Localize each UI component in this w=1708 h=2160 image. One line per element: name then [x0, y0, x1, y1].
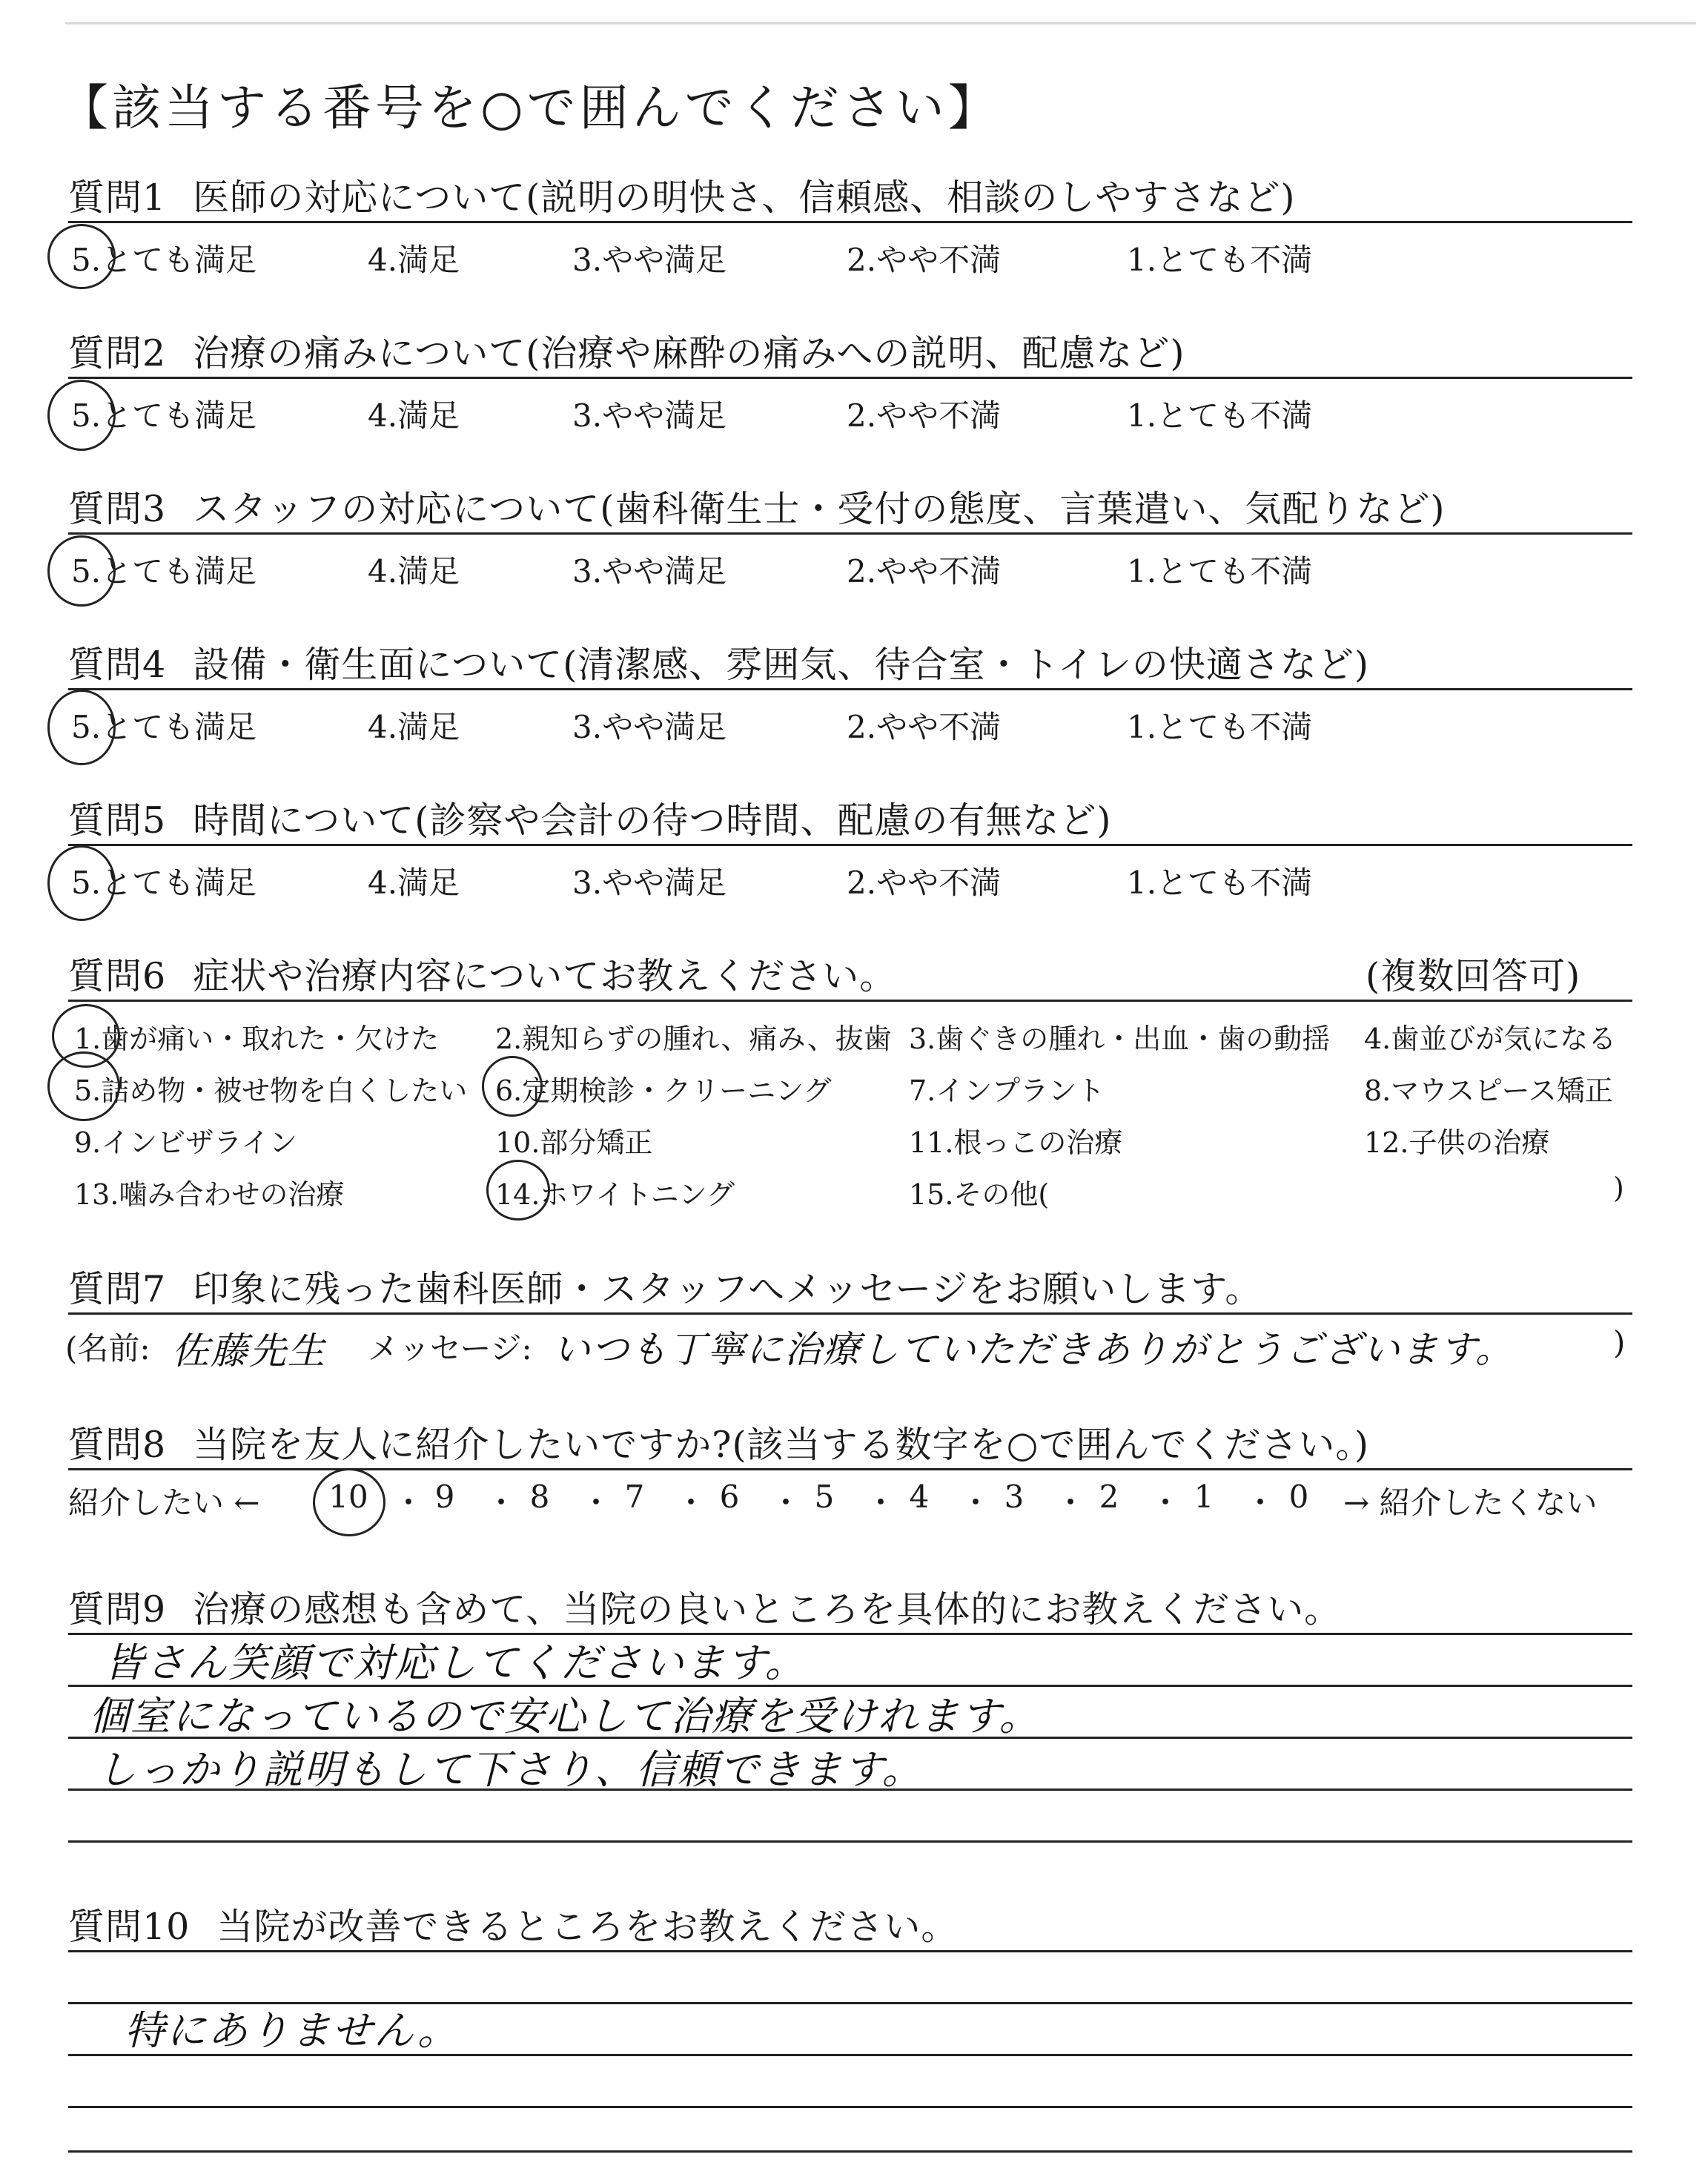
scale-10[interactable]: 10 — [328, 1479, 368, 1515]
q2-option-2[interactable]: 2.やや不満 — [847, 397, 1002, 434]
question-8-heading — [68, 1416, 1369, 1468]
scale-separator: ・ — [865, 1484, 897, 1521]
answer-line — [68, 2106, 1632, 2108]
question-number: 質問2 — [68, 332, 167, 374]
q6-option-9[interactable]: 9.インビザライン — [74, 1126, 298, 1159]
question-3-heading — [68, 480, 1445, 532]
scale-1[interactable]: 1 — [1194, 1479, 1214, 1515]
scale-2[interactable]: 2 — [1099, 1479, 1119, 1515]
scale-9[interactable]: 9 — [434, 1479, 455, 1515]
selection-circle — [47, 690, 116, 765]
message-handwritten: いつも丁寧に治療していただきありがとうございます。 — [553, 1328, 1514, 1371]
top-divider — [65, 22, 1696, 24]
scale-separator: ・ — [1245, 1484, 1277, 1521]
selection-circle — [47, 380, 116, 451]
q5-option-5[interactable]: 5.とても満足 — [71, 865, 257, 901]
q1-option-5[interactable]: 5.とても満足 — [71, 242, 257, 278]
q2-option-1[interactable]: 1.とても不満 — [1127, 397, 1313, 434]
selection-circle — [47, 845, 116, 921]
q1-option-2[interactable]: 2.やや不満 — [847, 242, 1002, 278]
selection-circle — [47, 535, 116, 607]
divider — [68, 377, 1632, 379]
question-number: 質問1 — [68, 176, 167, 219]
question-5-heading — [68, 792, 1111, 844]
question-2-heading — [68, 325, 1185, 377]
selection-circle — [47, 1051, 120, 1121]
scale-0[interactable]: 0 — [1288, 1479, 1309, 1515]
q6-option-5[interactable]: 5.詰め物・被せ物を白くしたい — [74, 1074, 468, 1107]
q9-answer-line-2: 個室になっているので安心して治療を受けれます。 — [89, 1693, 1041, 1740]
q9-answer-line-3: しっかり説明もして下さり、信頼できます。 — [96, 1746, 924, 1793]
answer-line — [68, 1950, 1632, 1952]
q1-option-3[interactable]: 3.やや満足 — [572, 242, 727, 278]
scale-3[interactable]: 3 — [1004, 1479, 1025, 1515]
q2-option-3[interactable]: 3.やや満足 — [572, 397, 727, 434]
selection-circle — [486, 1160, 550, 1221]
answer-line — [68, 1840, 1632, 1843]
question-number: 質問9 — [68, 1588, 167, 1631]
question-text: 治療の痛みについて(治療や麻酔の痛みへの説明、配慮など) — [193, 332, 1185, 374]
question-text: 設備・衛生面について(清潔感、雰囲気、待合室・トイレの快適さなど) — [193, 644, 1369, 686]
question-text: 症状や治療内容についてお教えください。 — [193, 955, 897, 997]
divider — [68, 221, 1632, 223]
question-7-heading — [68, 1261, 1262, 1312]
q3-option-2[interactable]: 2.やや不満 — [847, 553, 1002, 589]
q6-option-14[interactable]: 14.ホワイトニング — [495, 1178, 735, 1211]
divider — [68, 688, 1632, 690]
scale-6[interactable]: 6 — [719, 1479, 740, 1515]
form-title: 【該当する番号を○で囲んでください】 — [59, 79, 1001, 136]
q3-option-1[interactable]: 1.とても不満 — [1127, 553, 1313, 589]
selection-circle — [47, 224, 116, 289]
multiple-answer-note: (複数回答可) — [1366, 955, 1581, 997]
question-text: 治療の感想も含めて、当院の良いところを具体的にお教えください。 — [193, 1588, 1342, 1631]
q1-option-1[interactable]: 1.とても不満 — [1127, 242, 1313, 278]
selection-circle — [313, 1468, 385, 1536]
q6-option-15[interactable]: 15.その他( — [909, 1178, 1050, 1211]
divider — [68, 844, 1632, 846]
question-4-heading — [68, 636, 1369, 688]
divider — [68, 1312, 1632, 1315]
q6-option-13[interactable]: 13.噛み合わせの治療 — [74, 1178, 345, 1211]
recommend-left-label: 紹介したい ← — [68, 1484, 260, 1521]
q6-option-12[interactable]: 12.子供の治療 — [1364, 1126, 1550, 1159]
selection-circle — [482, 1056, 543, 1117]
name-handwritten: 佐藤先生 — [172, 1330, 326, 1373]
q6-option-2[interactable]: 2.親知らずの腫れ、痛み、抜歯 — [495, 1023, 892, 1055]
q3-option-4[interactable]: 4.満足 — [368, 553, 460, 589]
question-text: 当院が改善できるところをお教えください。 — [216, 1906, 959, 1948]
message-close-paren: ) — [1613, 1324, 1626, 1361]
scale-separator: ・ — [1150, 1484, 1182, 1521]
q6-option-1[interactable]: 1.歯が痛い・取れた・欠けた — [74, 1023, 440, 1055]
q5-option-2[interactable]: 2.やや不満 — [847, 865, 1002, 901]
scale-separator: ・ — [960, 1484, 992, 1521]
q5-option-1[interactable]: 1.とても不満 — [1127, 865, 1313, 901]
question-number: 質問8 — [68, 1424, 167, 1466]
answer-line — [68, 2150, 1632, 2153]
q10-answer-line-1: 特にありません。 — [125, 2007, 460, 2054]
question-text: 医師の対応について(説明の明快さ、信頼感、相談のしやすさなど) — [193, 176, 1296, 219]
scale-8[interactable]: 8 — [529, 1479, 550, 1515]
scale-separator: ・ — [675, 1484, 707, 1521]
question-number: 質問4 — [68, 644, 167, 686]
q9-answer-line-1: 皆さん笑顔で対応してくださいます。 — [104, 1639, 807, 1686]
divider — [68, 532, 1632, 535]
question-text: スタッフの対応について(歯科衛生士・受付の態度、言葉遣い、気配りなど) — [193, 488, 1446, 530]
q2-option-5[interactable]: 5.とても満足 — [71, 397, 257, 434]
q6-option-4[interactable]: 4.歯並びが気になる — [1364, 1023, 1617, 1055]
message-label: メッセージ: — [368, 1330, 532, 1367]
recommend-right-label: → 紹介したくない — [1343, 1484, 1598, 1521]
question-10-heading — [68, 1898, 958, 1950]
q1-option-4[interactable]: 4.満足 — [368, 242, 460, 278]
question-text: 印象に残った歯科医師・スタッフへメッセージをお願いします。 — [193, 1268, 1262, 1310]
q6-option-3[interactable]: 3.歯ぐきの腫れ・出血・歯の動揺 — [909, 1023, 1331, 1055]
question-number: 質問7 — [68, 1268, 167, 1310]
question-text: 当院を友人に紹介したいですか?(該当する数字を○で囲んでください。) — [193, 1424, 1369, 1466]
q6-option-10[interactable]: 10.部分矯正 — [495, 1126, 653, 1159]
question-9-heading — [68, 1581, 1341, 1633]
question-1-heading — [68, 169, 1295, 221]
q6-option-11[interactable]: 11.根っこの治療 — [909, 1126, 1123, 1159]
question-text: 時間について(診察や会計の待つ時間、配慮の有無など) — [193, 799, 1112, 842]
q4-option-1[interactable]: 1.とても不満 — [1127, 709, 1313, 745]
q3-option-3[interactable]: 3.やや満足 — [572, 553, 727, 589]
q4-option-4[interactable]: 4.満足 — [368, 709, 460, 745]
scale-4[interactable]: 4 — [909, 1479, 930, 1515]
question-number: 質問10 — [68, 1906, 191, 1948]
scale-7[interactable]: 7 — [624, 1479, 645, 1515]
scale-separator: ・ — [770, 1484, 802, 1521]
q6-option-6[interactable]: 6.定期検診・クリーニング — [495, 1074, 832, 1107]
q2-option-4[interactable]: 4.満足 — [368, 397, 460, 434]
other-close-paren: ) — [1613, 1172, 1624, 1204]
scale-separator: ・ — [580, 1484, 612, 1521]
q3-option-5[interactable]: 5.とても満足 — [71, 553, 257, 589]
question-6-heading — [68, 948, 1581, 1000]
divider — [68, 1468, 1632, 1470]
q5-option-4[interactable]: 4.満足 — [368, 865, 460, 901]
q4-option-3[interactable]: 3.やや満足 — [572, 709, 727, 745]
scale-separator: ・ — [393, 1484, 425, 1521]
divider — [68, 1000, 1632, 1002]
q4-option-2[interactable]: 2.やや不満 — [847, 709, 1002, 745]
q4-option-5[interactable]: 5.とても満足 — [71, 709, 257, 745]
question-number: 質問3 — [68, 488, 167, 530]
scale-separator: ・ — [1055, 1484, 1087, 1521]
name-label: (名前: — [65, 1330, 150, 1367]
question-number: 質問5 — [68, 799, 167, 842]
question-number: 質問6 — [68, 955, 167, 997]
scale-5[interactable]: 5 — [814, 1479, 835, 1515]
q5-option-3[interactable]: 3.やや満足 — [572, 865, 727, 901]
q6-option-8[interactable]: 8.マウスピース矯正 — [1364, 1074, 1613, 1107]
scale-separator: ・ — [486, 1484, 517, 1521]
q6-option-7[interactable]: 7.インプラント — [909, 1074, 1105, 1107]
